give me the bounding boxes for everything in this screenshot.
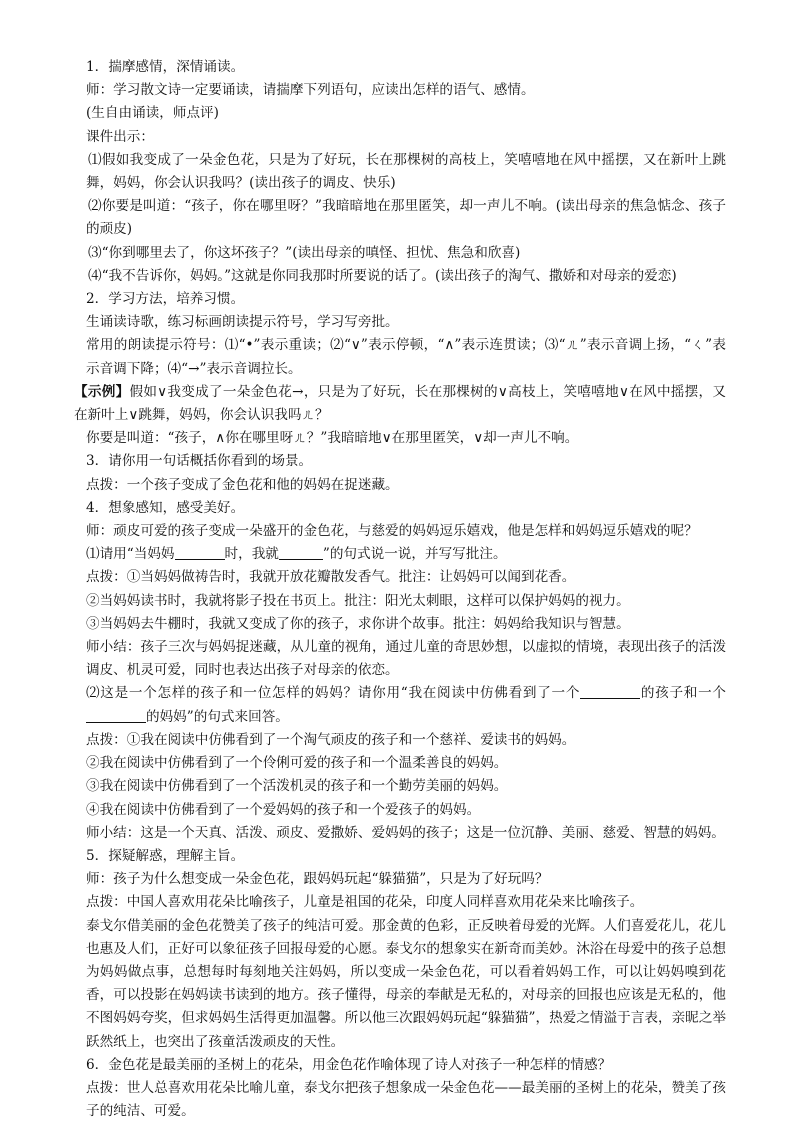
note-line: (生自由诵读，师点评)	[86, 105, 219, 122]
fill-text: 的孩子和一个	[640, 685, 727, 702]
section-heading-3: 3．请你用一句话概括你看到的场景。	[86, 453, 313, 470]
hint-line: 点拨：一个孩子变成了金色花和他的妈妈在捉迷藏。	[86, 476, 399, 493]
section-heading-1: 1．揣摩感情，深情诵读。	[86, 59, 245, 75]
fill-text: 的妈妈”的句式来回答。	[146, 708, 289, 725]
fill-in-sentence	[86, 682, 726, 728]
summary-paragraph: 师小结：孩子三次与妈妈捉迷藏，从儿童的视角，通过儿童的奇思妙想，以虚拟的情境，表现出孩子的活泼调皮、机灵可爱，同时也表达出孩子对母亲的依恋。	[86, 639, 726, 679]
hint-line: ③当妈妈去牛棚时，我就又变成了你的孩子，求你讲个故事。批注：妈妈给我知识与智慧。	[86, 615, 630, 632]
example-sentence-4: ⑷“我不告诉你，妈妈。”这就是你同我那时所要说的话了。(读出孩子的淘气、撒娇和对母亲的爱恋)	[88, 267, 677, 284]
example-sentence-2: ⑵你要是叫道：“孩子，你在哪里呀？”我暗暗地在那里匿笑，却一声儿不响。(读出母亲的焦急惦念、孩子的顽皮)	[86, 198, 726, 238]
paragraph: 常用的朗读提示符号：⑴“•”表示重读；⑵“∨”表示停顿，“∧”表示连贯读；⑶“ㄦ”表示音调上扬，“ㄑ”表示音调下降；⑷“→”表示音调拉长。	[86, 337, 726, 377]
summary-paragraph: 师小结：这是一个天真、活泼、顽皮、爱撒娇、爱妈妈的孩子；这是一位沉静、美丽、慈爱、智慧的妈妈。	[86, 824, 725, 841]
section-heading-4: 4．想象感知，感受美好。	[86, 499, 245, 516]
fill-text: ⑵这是一个怎样的孩子和一位怎样的妈妈？请你用“我在阅读中仿佛看到了一个	[86, 685, 581, 702]
blank-line	[175, 545, 225, 560]
example-text: 假如∨我变成了一朵金色花→，只是为了好玩，长在那棵树的∨高枝上，笑嘻嘻地∨在风中摇摆，又在新叶上∨跳舞，妈妈，你会认识我吗ㄦ？	[74, 383, 726, 424]
fill-text: ”的句式说一说，并写写批注。	[322, 546, 507, 563]
fill-text: 时，我就	[224, 546, 279, 563]
blank-line	[279, 545, 323, 560]
paragraph: 生诵读诗歌，练习标画朗读提示符号，学习写旁批。	[86, 314, 399, 331]
teacher-line: 师：学习散文诗一定要诵读，请揣摩下列语句，应读出怎样的语气、感情。	[86, 82, 535, 99]
section-heading-2: 2．学习方法，培养习惯。	[86, 291, 245, 308]
body-paragraph: 泰戈尔借美丽的金色花赞美了孩子的纯洁可爱。那金黄的色彩，正反映着母爱的光辉。人们喜爱花儿，花儿也惠及人们，正好可以象征孩子回报母爱的心愿。泰戈尔的想象实在新奇而美妙。沐浴在母爱中的孩子总想为妈妈做点事，总想每时每刻地关注妈妈，所以变成一朵金色花，可以看着妈妈工作，可以让妈妈嗅到花香，可以投影在妈妈读书读到的地方。孩子懂得，母亲的奉献是无私的，对母亲的回报也应该是无私的，他不图妈妈夸奖，但求妈妈生活得更加温馨。所以他三次跟妈妈玩起“躲猫猫”，热爱之情溢于言表，亲昵之举跃然纸上，也突出了孩童活泼顽皮的天性。	[86, 917, 726, 1050]
example-sentence-1: ⑴假如我变成了一朵金色花，只是为了好玩，长在那棵树的高枝上，笑嘻嘻地在风中摇摆，又在新叶上跳舞，妈妈，你会认识我吗？(读出孩子的调皮、快乐)	[86, 151, 726, 192]
hint-line: 点拨：①我在阅读中仿佛看到了一个淘气顽皮的孩子和一个慈祥、爱读书的妈妈。	[86, 731, 576, 748]
hint-line: 点拨：①当妈妈做祷告时，我就开放花瓣散发香气。批注：让妈妈可以闻到花香。	[86, 569, 576, 586]
hint-line: ④我在阅读中仿佛看到了一个爱妈妈的孩子和一个爱孩子的妈妈。	[86, 801, 481, 818]
example-tag: 【示例】	[74, 383, 130, 400]
hint-line: ③我在阅读中仿佛看到了一个活泼机灵的孩子和一个勤劳美丽的妈妈。	[86, 778, 508, 795]
section-heading-6: 6．金色花是最美丽的圣树上的花朵，用金色花作喻体现了诗人对孩子一种怎样的情感？	[86, 1056, 612, 1073]
example-sentence-3: ⑶“你到哪里去了，你这坏孩子？”(读出母亲的嗔怪、担忧、焦急和欣喜)	[88, 244, 521, 261]
section-heading-5: 5．探疑解惑，理解主旨。	[86, 847, 245, 864]
fill-text: ⑴请用“当妈妈	[86, 546, 175, 563]
fill-in-sentence	[86, 543, 726, 566]
hint-line: ②我在阅读中仿佛看到了一个伶俐可爱的孩子和一个温柔善良的妈妈。	[86, 755, 508, 772]
blank-line	[86, 708, 146, 723]
courseware-label: 课件出示：	[86, 128, 154, 145]
example-paragraph	[74, 381, 726, 427]
hint-line: 点拨：世人总喜欢用花朵比喻儿童，泰戈尔把孩子想象成一朵金色花——最美丽的圣树上的花朵，赞美了孩子的纯洁、可爱。	[86, 1079, 726, 1120]
blank-line	[580, 684, 640, 699]
teacher-line: 师：顽皮可爱的孩子变成一朵盛开的金色花，与慈爱的妈妈逗乐嬉戏，他是怎样和妈妈逗乐嬉戏的呢？	[86, 523, 698, 540]
document-page	[74, 56, 727, 1123]
teacher-line: 师：孩子为什么想变成一朵金色花，跟妈妈玩起“躲猫猫”，只是为了好玩吗？	[86, 871, 549, 888]
hint-line: 点拨：中国人喜欢用花朵比喻孩子，儿童是祖国的花朵，印度人同样喜欢用花朵来比喻孩子。	[86, 894, 644, 911]
paragraph: 你要是叫道：“孩子，∧你在哪里呀ㄦ？”我暗暗地∨在那里匿笑，∨却一声儿不响。	[86, 430, 579, 447]
hint-line: ②当妈妈读书时，我就将影子投在书页上。批注：阳光太刺眼，这样可以保护妈妈的视力。	[86, 592, 630, 609]
